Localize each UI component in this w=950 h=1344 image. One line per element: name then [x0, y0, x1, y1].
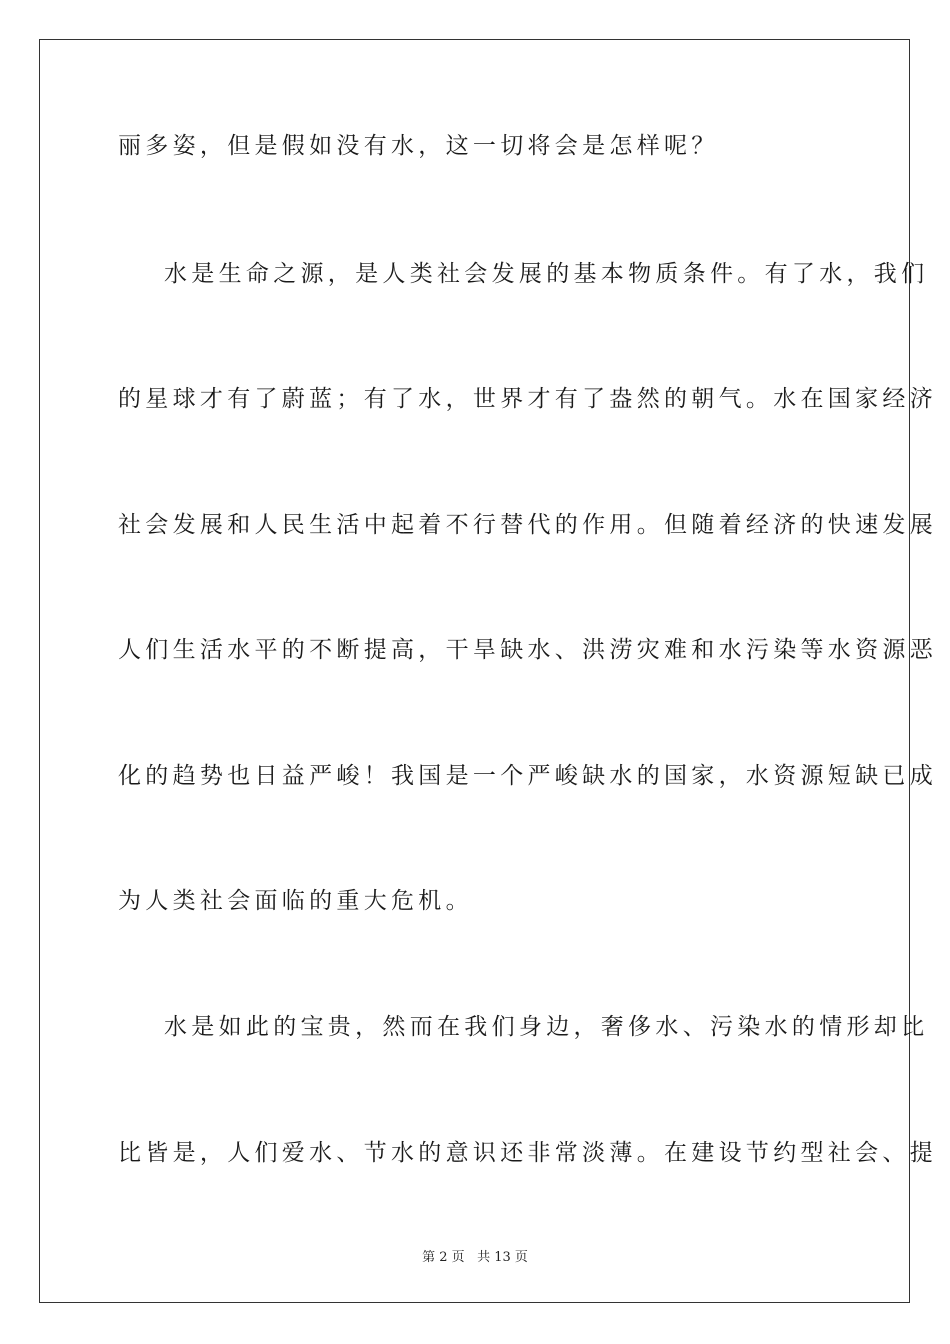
text-line: 社会发展和人民生活中起着不行替代的作用。但随着经济的快速发展 — [118, 512, 937, 538]
page-footer — [0, 1246, 950, 1265]
text-line: 为人类社会面临的重大危机。 — [118, 888, 473, 914]
paragraph-first-line: 水是如此的宝贵，然而在我们身边，奢侈水、污染水的情形却比 — [164, 1014, 929, 1040]
text-line: 比皆是，人们爱水、节水的意识还非常淡薄。在建设节约型社会、提 — [118, 1140, 937, 1166]
total-pages: 共 13 页 — [477, 1250, 528, 1265]
text-line: 丽多姿，但是假如没有水，这一切将会是怎样呢？ — [118, 133, 719, 159]
page-border — [39, 39, 910, 1303]
page-number: 第 2 页 — [422, 1250, 465, 1265]
text-line: 人们生活水平的不断提高，干旱缺水、洪涝灾难和水污染等水资源恶 — [118, 637, 937, 663]
paragraph-first-line: 水是生命之源，是人类社会发展的基本物质条件。有了水，我们 — [164, 261, 929, 287]
text-line: 的星球才有了蔚蓝；有了水，世界才有了盎然的朝气。水在国家经济 — [118, 386, 937, 412]
text-line: 化的趋势也日益严峻！我国是一个严峻缺水的国家，水资源短缺已成 — [118, 763, 937, 789]
